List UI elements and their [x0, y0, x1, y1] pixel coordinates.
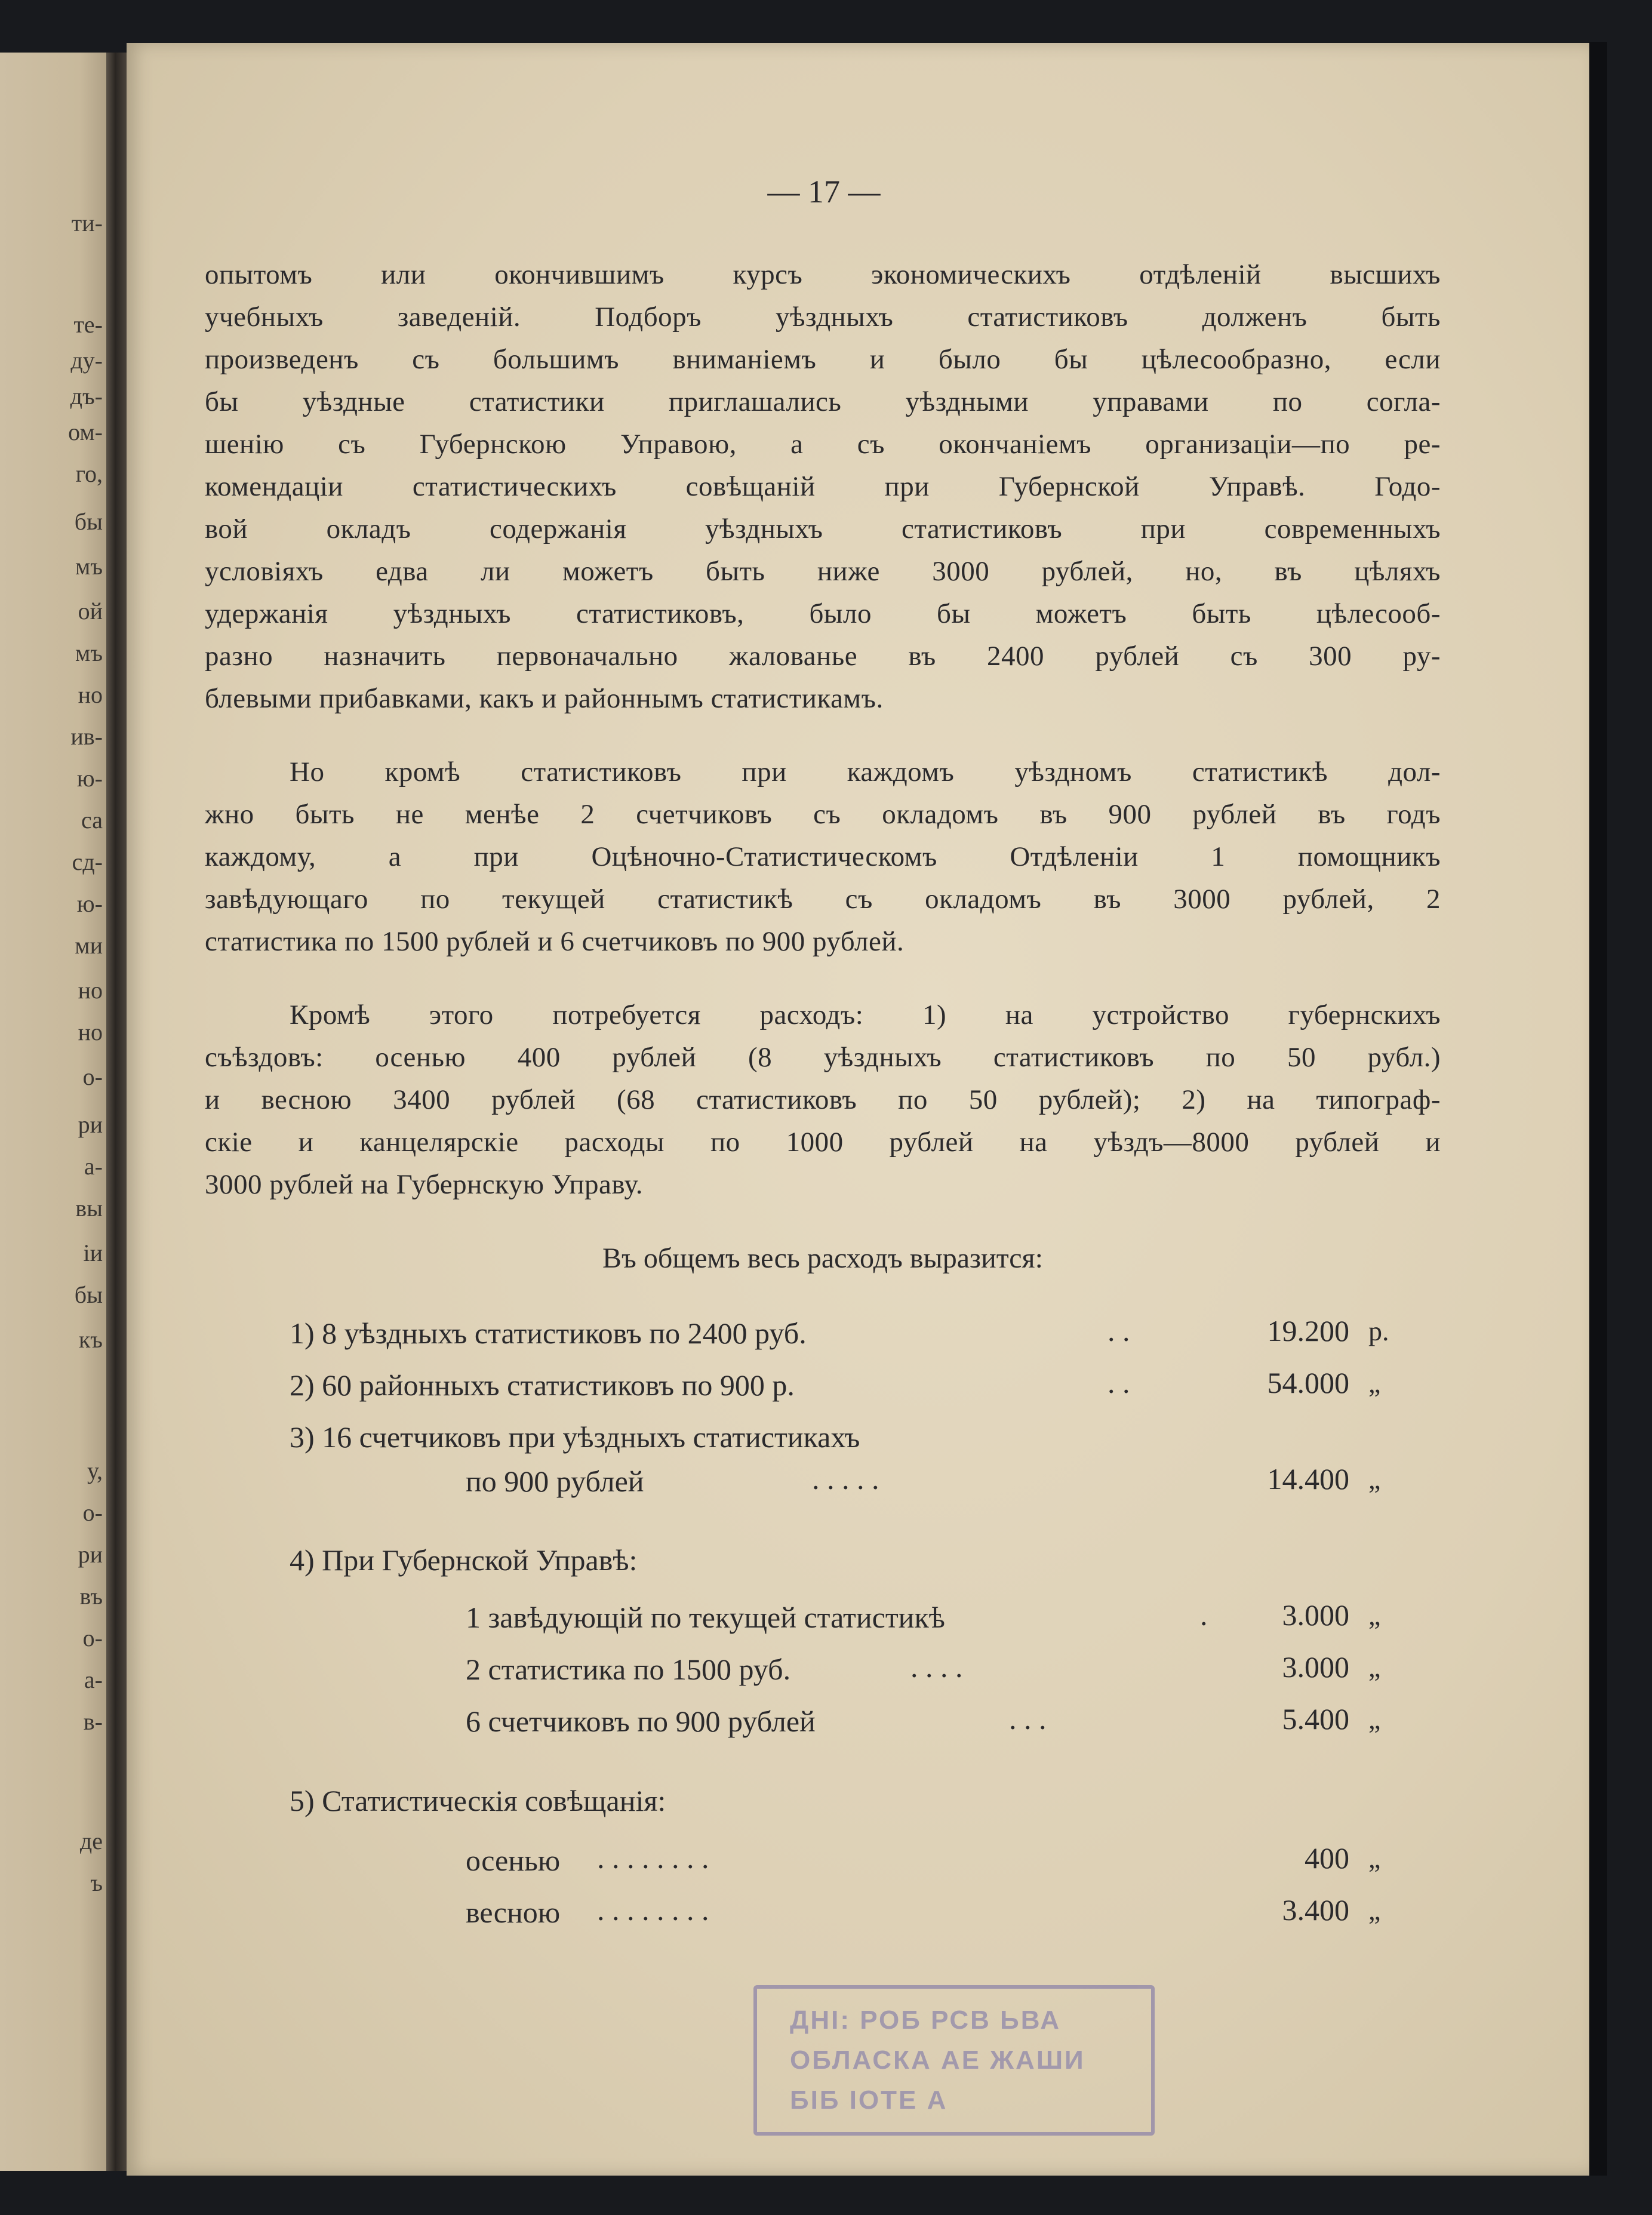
page-number: — 17 — — [767, 174, 881, 210]
text-line: статистика по 1500 рублей и 6 счетчиковъ по 900 рублей. — [205, 926, 905, 957]
dot-leaders: . . . . — [910, 1650, 963, 1684]
left-page-text-fragment: о- — [82, 1499, 103, 1526]
section-4-heading: 4) При Губернской Управѣ: — [290, 1543, 638, 1577]
text-line: опытомъ или окончившимъ курсъ экономическихъ отдѣленiй высшихъ — [205, 259, 1441, 290]
dot-leaders: . . — [1108, 1314, 1130, 1348]
left-page-text-fragment: вы — [75, 1195, 103, 1222]
dot-leaders: . . . . . . . . — [597, 1841, 709, 1875]
text-line: Кромѣ этого потребуется расходъ: 1) на устройство губернскихъ — [290, 999, 1441, 1030]
summary-heading: Въ общемъ весь расходъ выразится: — [602, 1242, 1043, 1274]
text-line: и весною 3400 рублей (68 статистиковъ по 50 рублей); 2) на типограф- — [205, 1084, 1441, 1115]
left-page-text-fragment: бы — [74, 1281, 103, 1308]
stamp-line: ОБЛАСКА АЕ ЖАШИ — [790, 2045, 1085, 2075]
text-line: бы уѣздные статистики приглашались уѣздными управами по согла- — [205, 386, 1441, 417]
left-page-text-fragment: ри — [78, 1541, 103, 1568]
left-page-text-fragment: у, — [87, 1457, 103, 1484]
currency-unit: р. — [1368, 1316, 1389, 1346]
text-line: учебныхъ заведенiй. Подборъ уѣздныхъ статистиковъ долженъ быть — [205, 302, 1441, 333]
expense-item-label: весною — [466, 1896, 561, 1929]
expense-amount: 3.000 — [1282, 1598, 1349, 1632]
left-page-text-fragment: о- — [82, 1625, 103, 1651]
text-line: жно быть не менѣе 2 счетчиковъ съ окладомъ въ 900 рублей въ годъ — [205, 799, 1441, 830]
currency-unit: „ — [1368, 1652, 1381, 1682]
left-page-text-fragment: iи — [83, 1239, 103, 1266]
expense-amount: 54.000 — [1267, 1366, 1349, 1399]
currency-unit: „ — [1368, 1600, 1381, 1631]
text-line: условiяхъ едва ли можетъ быть ниже 3000 рублей, но, въ цѣляхъ — [205, 556, 1441, 587]
left-page-text-fragment: ой — [78, 598, 103, 624]
left-page-text-fragment: но — [78, 1019, 103, 1045]
left-page-text-fragment: ъ — [90, 1869, 103, 1896]
expense-amount: 3.400 — [1282, 1893, 1349, 1927]
currency-unit: „ — [1368, 1368, 1381, 1398]
expense-item-label: 1 завѣдующiй по текущей статистикѣ — [466, 1601, 945, 1634]
currency-unit: „ — [1368, 1464, 1381, 1494]
expense-amount: 400 — [1305, 1841, 1349, 1875]
expense-amount: 14.400 — [1267, 1462, 1349, 1496]
dot-leaders: . . . . . . . . — [597, 1893, 709, 1927]
expense-item-label: по 900 рублей — [466, 1465, 644, 1498]
book-spine — [106, 53, 127, 2171]
text-line: скiе и канцелярскiе расходы по 1000 рублей на уѣздъ—8000 рублей и — [205, 1127, 1441, 1158]
text-line: удержанiя уѣздныхъ статистиковъ, было бы можетъ быть цѣлесооб- — [205, 598, 1441, 629]
currency-unit: „ — [1368, 1704, 1381, 1734]
expense-amount: 19.200 — [1267, 1314, 1349, 1348]
text-line: блевыми прибавками, какъ и районнымъ статистикамъ. — [205, 683, 884, 714]
left-page-text-fragment: ду- — [70, 347, 103, 374]
stamp-line: БIБ IОТЕ А — [790, 2085, 948, 2115]
left-page-text-fragment: ми — [75, 932, 103, 959]
left-page-text-fragment: къ — [78, 1326, 103, 1353]
left-page-text-fragment: о- — [82, 1063, 103, 1090]
left-page-text-fragment: го, — [75, 460, 103, 487]
text-line: Но кромѣ статистиковъ при каждомъ уѣздномъ статистикѣ дол- — [290, 756, 1441, 787]
expense-item-label: 6 счетчиковъ по 900 рублей — [466, 1705, 816, 1738]
expense-amount: 5.400 — [1282, 1702, 1349, 1736]
text-line: вой окладъ содержанiя уѣздныхъ статистиковъ при современныхъ — [205, 513, 1441, 544]
left-page-text-fragment: но — [78, 977, 103, 1004]
stamp-line: ДНI: РОБ РСВ ЬВА — [790, 2005, 1062, 2035]
left-page-text-fragment: мъ — [75, 639, 103, 666]
dot-leaders: . . . — [1009, 1702, 1047, 1736]
left-page-text-fragment: ти- — [71, 210, 103, 236]
text-line: произведенъ съ большимъ вниманiемъ и было бы цѣлесообразно, если — [205, 344, 1441, 375]
text-line: разно назначить первоначально жалованье въ 2400 рублей съ 300 ру- — [205, 641, 1441, 672]
expense-item-label: 1) 8 уѣздныхъ статистиковъ по 2400 руб. — [290, 1316, 807, 1350]
text-line: комендацiи статистическихъ совѣщанiй при Губернской Управѣ. Годо- — [205, 471, 1441, 502]
left-page-text-fragment: бы — [74, 508, 103, 535]
left-page-text-fragment: в- — [83, 1708, 103, 1735]
section-5-heading: 5) Статистическiя совѣщанiя: — [290, 1784, 666, 1817]
dot-leaders: . . — [1108, 1366, 1130, 1399]
dot-leaders: . . . . . — [812, 1462, 879, 1496]
left-page-text-fragment: но — [78, 681, 103, 708]
left-page-text-fragment: ю- — [76, 765, 103, 792]
left-page-margin — [0, 53, 113, 2171]
text-line: 3000 рублей на Губернскую Управу. — [205, 1169, 643, 1200]
left-page-text-fragment: сд- — [72, 848, 103, 875]
left-page-text-fragment: де — [79, 1828, 103, 1854]
expense-item-label: 3) 16 счетчиковъ при уѣздныхъ статистикахъ — [290, 1420, 860, 1454]
currency-unit: „ — [1368, 1843, 1381, 1873]
left-page-text-fragment: ю- — [76, 890, 103, 917]
left-page-text-fragment: мъ — [75, 553, 103, 580]
left-page-text-fragment: въ — [79, 1583, 103, 1610]
text-line: завѣдующаго по текущей статистикѣ съ окладомъ въ 3000 рублей, 2 — [205, 884, 1441, 915]
dot-leaders: . — [1200, 1598, 1208, 1632]
left-page-text-fragment: а- — [84, 1153, 103, 1180]
left-page-text-fragment: дъ- — [70, 383, 103, 410]
text-line: съѣздовъ: осенью 400 рублей (8 уѣздныхъ статистиковъ по 50 рубл.) — [205, 1042, 1441, 1073]
text-line: каждому, а при Оцѣночно-Статистическомъ Отдѣленiи 1 помощникъ — [205, 841, 1441, 872]
left-page-text-fragment: ри — [78, 1111, 103, 1138]
expense-item-label: 2 статистика по 1500 руб. — [466, 1653, 791, 1686]
left-page-text-fragment: те- — [73, 311, 103, 338]
scan-border — [1589, 42, 1607, 2176]
expense-item-label: осенью — [466, 1844, 561, 1877]
library-stamp — [753, 1985, 1155, 2136]
left-page-text-fragment: ив- — [70, 723, 103, 750]
left-page-text-fragment: ом- — [68, 419, 103, 445]
expense-amount: 3.000 — [1282, 1650, 1349, 1684]
currency-unit: „ — [1368, 1895, 1381, 1925]
expense-item-label: 2) 60 районныхъ статистиковъ по 900 р. — [290, 1368, 795, 1402]
text-line: шенiю съ Губернскою Управою, а съ окончанiемъ организацiи—по ре- — [205, 429, 1441, 460]
left-page-text-fragment: а- — [84, 1666, 103, 1693]
left-page-text-fragment: са — [81, 807, 103, 833]
